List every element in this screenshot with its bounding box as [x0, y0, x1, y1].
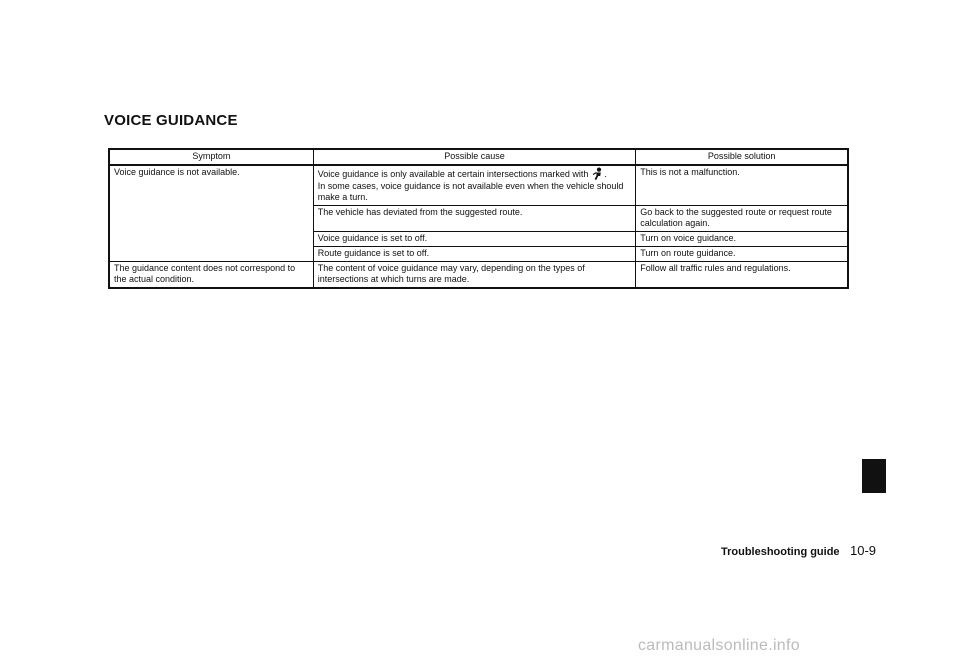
- table-header-row: [109, 149, 848, 165]
- cause-cell: The vehicle has deviated from the suggested route.: [313, 206, 636, 232]
- cause-text-detail: In some cases, voice guidance is not available even when the vehicle should make a turn.: [317, 181, 624, 202]
- symptom-cell: Voice guidance is not available.: [109, 165, 313, 262]
- guidance-point-icon: [592, 167, 604, 181]
- footer-section-label: Troubleshooting guide: [721, 546, 840, 558]
- solution-cell: This is not a malfunction.: [636, 165, 848, 206]
- symptom-cell: The guidance content does not correspond to the actual condition.: [109, 262, 313, 289]
- cause-text: Voice guidance is only available at certain intersections marked with: [317, 169, 589, 179]
- page-number: 10-9: [850, 543, 877, 558]
- chapter-edge-tab: [862, 459, 886, 493]
- header-possible-cause: Possible cause: [313, 149, 636, 165]
- cause-text-end: .: [604, 169, 607, 179]
- cause-cell: Voice guidance is set to off.: [313, 232, 636, 247]
- solution-cell: Go back to the suggested route or request route calculation again.: [636, 206, 848, 232]
- section-title: VOICE GUIDANCE: [104, 112, 238, 129]
- cause-cell: The content of voice guidance may vary, depending on the types of intersections at which turns are made.: [313, 262, 636, 289]
- header-possible-solution: Possible solution: [636, 149, 848, 165]
- header-symptom: Symptom: [109, 149, 313, 165]
- solution-cell: Turn on route guidance.: [636, 247, 848, 262]
- solution-cell: Turn on voice guidance.: [636, 232, 848, 247]
- cause-cell: [313, 165, 636, 206]
- table-row: [109, 262, 848, 289]
- solution-cell: Follow all traffic rules and regulations.: [636, 262, 848, 289]
- watermark: carmanualsonline.info: [638, 637, 800, 654]
- table-row: [109, 165, 848, 206]
- page-footer: [721, 542, 876, 560]
- cause-cell: Route guidance is set to off.: [313, 247, 636, 262]
- troubleshooting-table: [108, 148, 849, 289]
